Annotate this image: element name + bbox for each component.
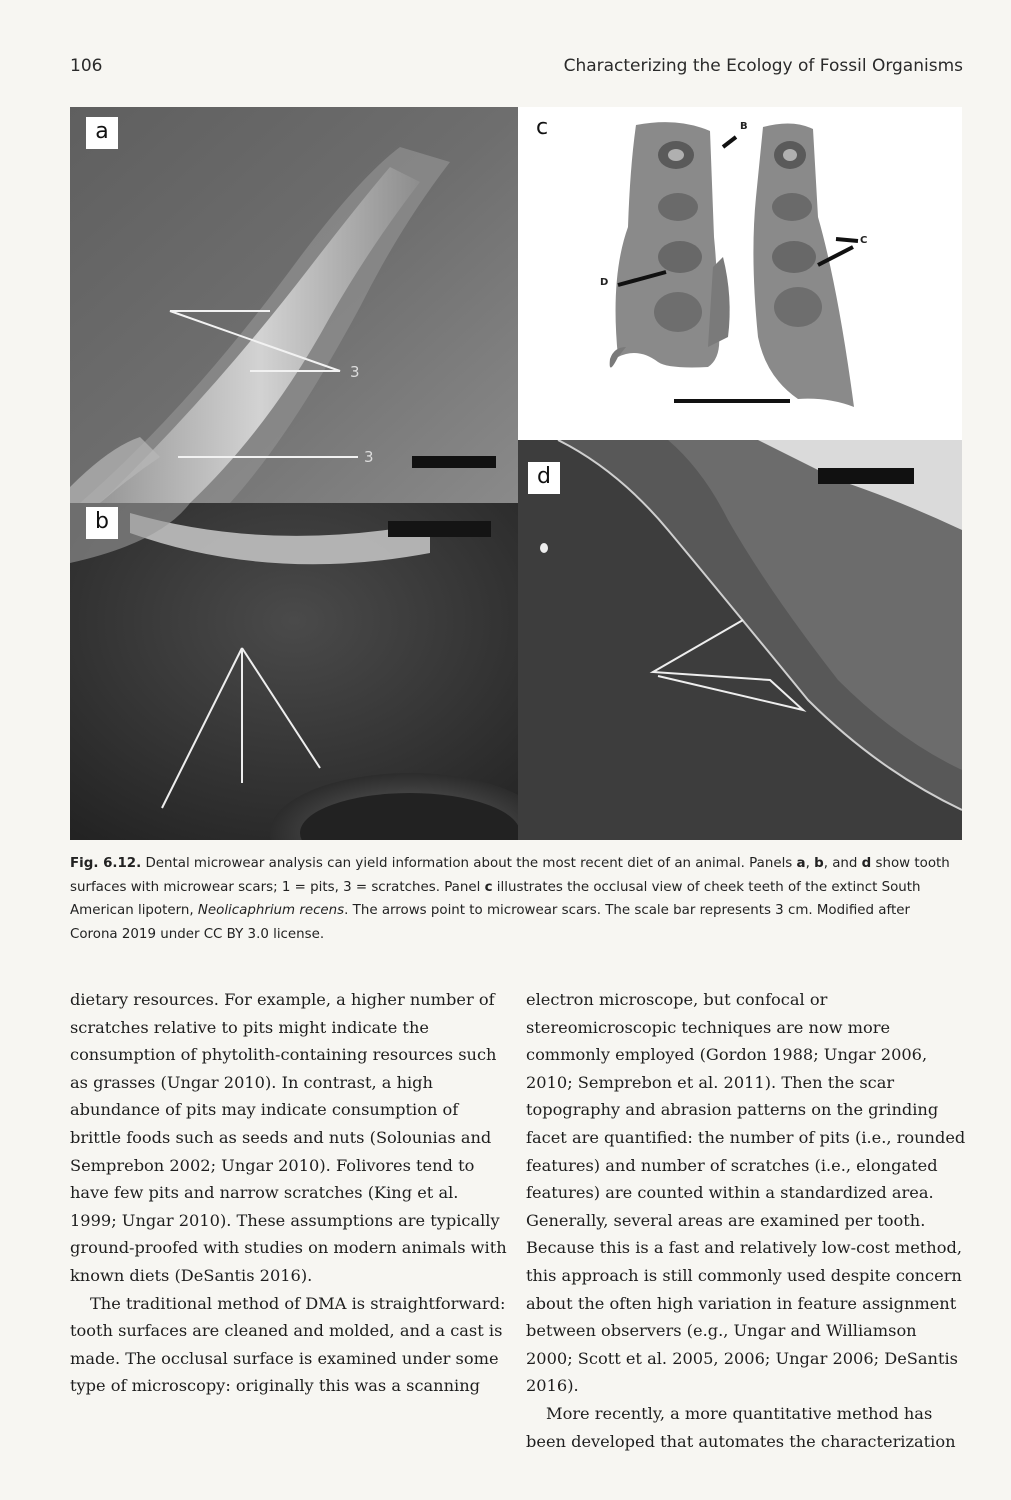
arrow-label-b: B — [740, 121, 748, 132]
body-column-right — [526, 986, 966, 1455]
panel-a-label: a — [86, 117, 118, 149]
panel-c-image — [518, 107, 962, 440]
figure-label: Fig. 6.12. — [70, 856, 142, 871]
figure-panel-a — [70, 107, 518, 503]
figure-panel-d — [518, 440, 962, 840]
caption-text: show tooth surfaces with microwear scars; 1 = pits, 3 = scratches. Panel — [70, 856, 950, 895]
caption-text: . The arrows point to microwear scars. The scale bar represents 3 cm. Modified after Corona 2019 under CC BY 3.0 license. — [70, 903, 910, 942]
arrow-label-c: C — [860, 235, 868, 246]
paragraph: More recently, a more quantitative method has been developed that automates the characterization — [526, 1403, 956, 1451]
caption-panel-ref: c — [484, 879, 493, 895]
paragraph: dietary resources. For example, a higher number of scratches relative to pits might indicate the consumption of phytolith-containing resources such as grasses (Ungar 2010). In contrast, a high abundance of pits may indicate consumption of brittle foods such as seeds and nuts (Solounias and Semprebon 2002; Ungar 2010). Folivores tend to have few pits and narrow scratches (King et al. 1999; Ungar 2010). These assumptions are typically ground-proofed with studies on modern animals with known diets (DeSantis 2016). — [70, 990, 507, 1285]
figure-panel-b — [70, 503, 518, 840]
caption-panel-ref: b — [814, 856, 824, 871]
arrow-label-d: D — [600, 277, 609, 288]
page-number: 106 — [70, 56, 103, 76]
caption-panel-ref: a — [796, 856, 806, 871]
caption-text: illustrates the occlusal view of cheek teeth of the extinct South American lipotern, — [70, 879, 921, 918]
panel-a-scratch-label: 3 — [350, 363, 360, 381]
caption-panel-ref: d — [861, 856, 872, 871]
panel-d-label: d — [528, 462, 560, 494]
paragraph: The traditional method of DMA is straightforward: tooth surfaces are cleaned and molded, and a cast is made. The occlusal surface is examined under some type of microscopy: originally this was a scanning — [70, 1293, 506, 1396]
caption-text: Dental microwear analysis can yield information about the most recent diet of an animal. Panels — [141, 856, 797, 871]
panel-b-label: b — [86, 507, 118, 539]
panel-d-image — [518, 440, 962, 840]
body-column-left — [70, 986, 510, 1400]
caption-text: , and — [823, 856, 862, 871]
figure-panel-c — [518, 107, 962, 440]
species-name: Neolicaphrium recens — [197, 903, 345, 918]
panel-b-image — [70, 503, 518, 840]
figure-caption — [70, 852, 950, 946]
paragraph: electron microscope, but confocal or stereomicroscopic techniques are now more commonly employed (Gordon 1988; Ungar 2006, 2010; Semprebon et al. 2011). Then the scar topography and abrasion patterns on the grinding facet are quantified: the number of pits (i.e., rounded features) and number of scratches (i.e., elongated features) are counted within a standardized area. Generally, several areas are examined per tooth. Because this is a fast and relatively low-cost method, this approach is still commonly used despite concern about the often high variation in feature assignment between observers (e.g., Ungar and Williamson 2000; Scott et al. 2005, 2006; Ungar 2006; DeSantis 2016). — [526, 990, 966, 1396]
caption-text: , — [805, 856, 815, 871]
running-title: Characterizing the Ecology of Fossil Organisms — [563, 56, 963, 76]
panel-a-image — [70, 107, 518, 503]
panel-c-label: c — [535, 115, 549, 140]
panel-a-scratch-label: 3 — [364, 448, 374, 466]
